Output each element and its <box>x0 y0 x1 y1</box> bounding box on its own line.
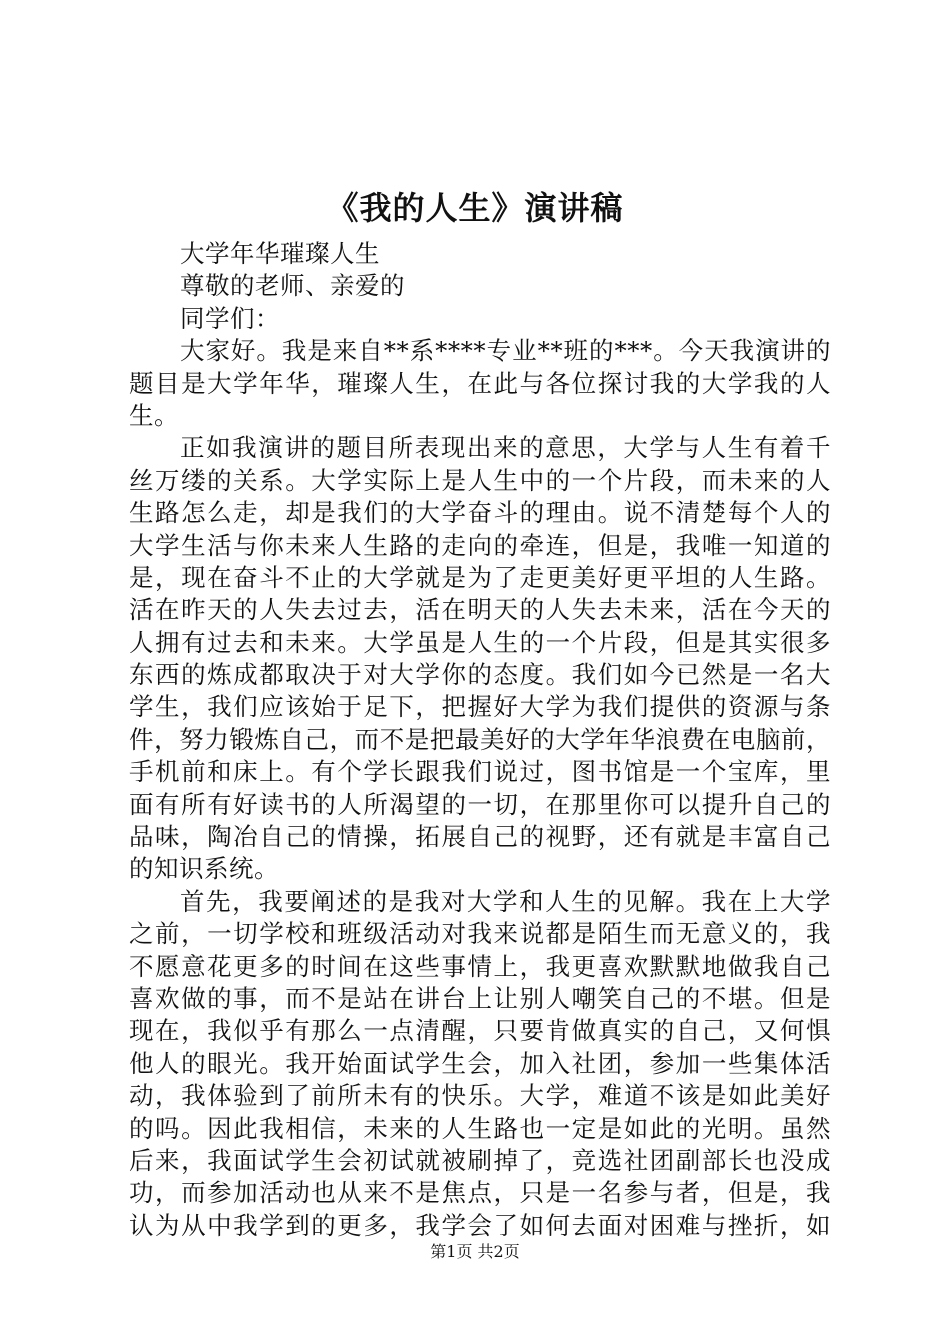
body-line: 的吗。因此我相信，未来的人生路也一定是如此的光明。虽然 <box>129 1113 831 1143</box>
body-line: 学生，我们应该始于足下，把握好大学为我们提供的资源与条 <box>129 692 831 722</box>
body-line: 动，我体验到了前所未有的快乐。大学，难道不该是如此美好 <box>129 1081 831 1111</box>
body-line: 品味，陶冶自己的情操，拓展自己的视野，还有就是丰富自己 <box>129 822 831 852</box>
body-line: 东西的炼成都取决于对大学你的态度。我们如今已然是一名大 <box>129 660 831 690</box>
body-line: 认为从中我学到的更多，我学会了如何去面对困难与挫折，如 <box>129 1210 831 1240</box>
body-line: 现在，我似乎有那么一点清醒，只要肯做真实的自己，又何惧 <box>129 1016 831 1046</box>
body-line: 丝万缕的关系。大学实际上是人生中的一个片段，而未来的人 <box>129 465 831 495</box>
body-line: 手机前和床上。有个学长跟我们说过，图书馆是一个宝库，里 <box>129 757 831 787</box>
body-line: 后来，我面试学生会初试就被刷掉了，竞选社团副部长也没成 <box>129 1145 831 1175</box>
body-line: 是，现在奋斗不止的大学就是为了走更美好更平坦的人生路。 <box>129 562 831 592</box>
body-line: 活在昨天的人失去过去，活在明天的人失去未来，活在今天的 <box>129 595 831 625</box>
body-line: 同学们： <box>180 303 280 333</box>
body-line: 生路怎么走，却是我们的大学奋斗的理由。说不清楚每个人的 <box>129 498 831 528</box>
body-line: 之前，一切学校和班级活动对我来说都是陌生而无意义的，我 <box>129 919 831 949</box>
body-line: 生。 <box>129 400 179 430</box>
body-line: 题目是大学年华，璀璨人生，在此与各位探讨我的大学我的人 <box>129 368 831 398</box>
body-line: 不愿意花更多的时间在这些事情上，我更喜欢默默地做我自己 <box>129 951 831 981</box>
document-body <box>129 238 831 1242</box>
body-line: 喜欢做的事，而不是站在讲台上让别人嘲笑自己的不堪。但是 <box>129 983 831 1013</box>
body-line: 正如我演讲的题目所表现出来的意思，大学与人生有着千 <box>180 433 831 463</box>
document-title: 《我的人生》演讲稿 <box>326 189 624 227</box>
body-line: 人拥有过去和未来。大学虽是人生的一个片段，但是其实很多 <box>129 627 831 657</box>
body-line: 大学年华璀璨人生 <box>180 239 380 268</box>
body-line: 大家好。我是来自**系****专业**班的***。今天我演讲的 <box>180 336 831 366</box>
body-line: 面有所有好读书的人所渴望的一切，在那里你可以提升自己的 <box>129 789 831 819</box>
body-line: 首先，我要阐述的是我对大学和人生的见解。我在上大学 <box>180 886 831 916</box>
body-line: 大学生活与你未来人生路的走向的牵连，但是，我唯一知道的 <box>129 530 831 560</box>
page-footer: 第1页 共2页 <box>430 1242 520 1261</box>
body-line: 他人的眼光。我开始面试学生会，加入社团，参加一些集体活 <box>129 1048 831 1078</box>
body-line: 尊敬的老师、亲爱的 <box>180 271 405 301</box>
body-line: 的知识系统。 <box>129 854 279 884</box>
body-line: 功，而参加活动也从来不是焦点，只是一名参与者，但是，我 <box>129 1178 831 1208</box>
body-line: 件，努力锻炼自己，而不是把最美好的大学年华浪费在电脑前， <box>129 724 831 754</box>
